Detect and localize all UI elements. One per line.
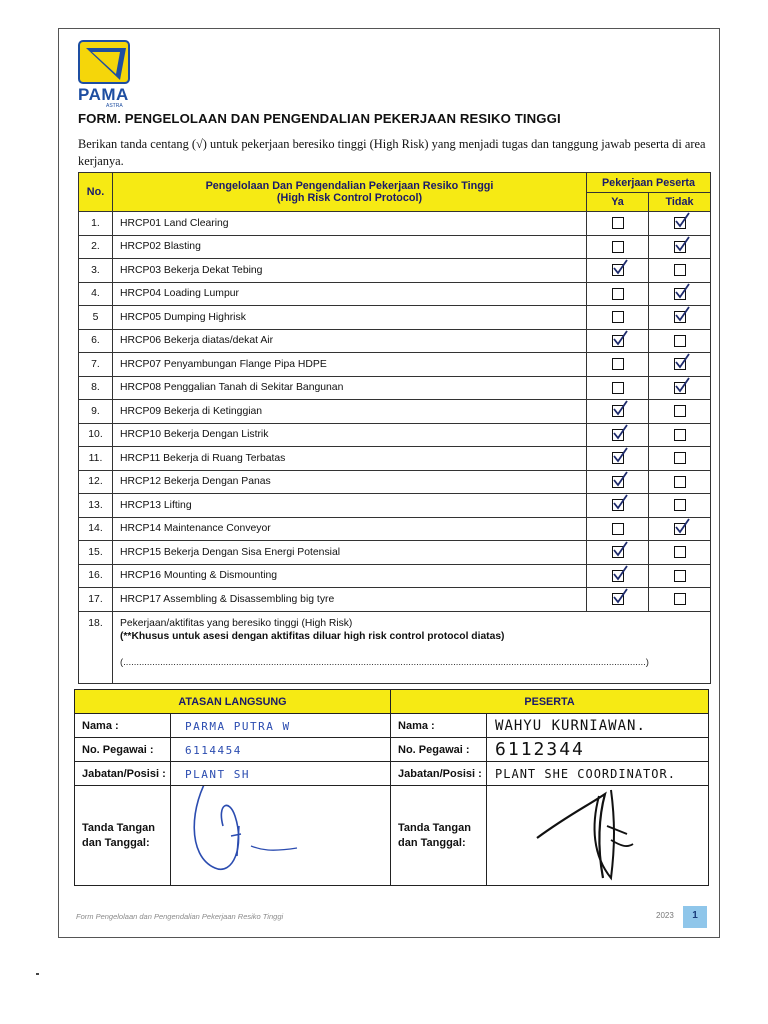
- checkbox-tidak[interactable]: [674, 335, 686, 347]
- check-mark-icon: [674, 236, 690, 252]
- row-number: 13.: [79, 494, 113, 518]
- participant-jabatan-value: PLANT SHE COORDINATOR.: [495, 767, 676, 781]
- row-activity: HRCP14 Maintenance Conveyor: [113, 517, 587, 541]
- row-number: 8.: [79, 376, 113, 400]
- row-18-blank-input[interactable]: (......................................................................................................................................................................................................): [120, 656, 649, 668]
- row-number: 15.: [79, 541, 113, 565]
- supervisor-sign-label: Tanda Tangan dan Tanggal:: [75, 786, 171, 886]
- supervisor-jabatan-field[interactable]: [171, 762, 391, 786]
- logo-mark: [78, 40, 130, 84]
- check-mark-icon: [612, 400, 628, 416]
- supervisor-header: ATASAN LANGSUNG: [75, 690, 391, 714]
- row-number: 17.: [79, 588, 113, 612]
- table-row: [79, 494, 711, 518]
- check-mark-icon: [674, 306, 690, 322]
- table-row: [79, 212, 711, 236]
- checkbox-tidak[interactable]: [674, 264, 686, 276]
- participant-pegawai-label: No. Pegawai :: [391, 738, 487, 762]
- checkbox-ya[interactable]: [612, 523, 624, 535]
- check-mark-icon: [612, 259, 628, 275]
- participant-pegawai-value: 6112344: [495, 739, 585, 760]
- page-number-badge: 1: [683, 906, 707, 928]
- row-number: 3.: [79, 259, 113, 283]
- checkbox-ya[interactable]: [612, 593, 624, 605]
- supervisor-name-label: Nama :: [75, 714, 171, 738]
- checkbox-tidak[interactable]: [674, 593, 686, 605]
- checkbox-ya[interactable]: [612, 382, 624, 394]
- checkbox-tidak[interactable]: [674, 217, 686, 229]
- check-mark-icon: [674, 283, 690, 299]
- check-mark-icon: [612, 588, 628, 604]
- supervisor-name-value: PARMA PUTRA W: [185, 720, 291, 733]
- supervisor-pegawai-field[interactable]: [171, 738, 391, 762]
- participant-sign-label: Tanda Tangan dan Tanggal:: [391, 786, 487, 886]
- row-number: 12.: [79, 470, 113, 494]
- row-activity: HRCP02 Blasting: [113, 235, 587, 259]
- row-activity: HRCP03 Bekerja Dekat Tebing: [113, 259, 587, 283]
- check-mark-icon: [612, 565, 628, 581]
- check-mark-icon: [612, 471, 628, 487]
- pama-logo: [78, 40, 136, 109]
- table-row: [79, 235, 711, 259]
- participant-name-label: Nama :: [391, 714, 487, 738]
- row-number: 11.: [79, 447, 113, 471]
- table-row: [79, 447, 711, 471]
- header-activity-line2: (High Risk Control Protocol): [276, 192, 423, 204]
- checkbox-tidak[interactable]: [674, 546, 686, 558]
- participant-jabatan-field[interactable]: [487, 762, 709, 786]
- table-row: [79, 470, 711, 494]
- checkbox-tidak[interactable]: [674, 476, 686, 488]
- checkbox-ya[interactable]: [612, 288, 624, 300]
- participant-header: PESERTA: [391, 690, 709, 714]
- check-mark-icon: [612, 541, 628, 557]
- check-mark-icon: [612, 494, 628, 510]
- table-row: [79, 564, 711, 588]
- table-row: [79, 517, 711, 541]
- supervisor-jabatan-label: Jabatan/Posisi :: [75, 762, 171, 786]
- participant-signature-field[interactable]: [487, 786, 709, 886]
- row-number: 5: [79, 306, 113, 330]
- table-row: [79, 282, 711, 306]
- table-row: [79, 259, 711, 283]
- supervisor-pegawai-label: No. Pegawai :: [75, 738, 171, 762]
- header-ya: Ya: [587, 193, 649, 212]
- participant-signature-image: [487, 786, 697, 882]
- row-activity: HRCP17 Assembling & Disassembling big tyre: [113, 588, 587, 612]
- row-number: 1.: [79, 212, 113, 236]
- header-group: Pekerjaan Peserta: [587, 173, 711, 193]
- participant-name-value: WAHYU KURNIAWAN.: [495, 717, 646, 734]
- footer-form-name: Form Pengelolaan dan Pengendalian Pekerjaan Resiko Tinggi: [76, 912, 284, 921]
- row-activity: HRCP13 Lifting: [113, 494, 587, 518]
- check-mark-icon: [674, 377, 690, 393]
- check-mark-icon: [612, 447, 628, 463]
- supervisor-signature-image: [171, 786, 371, 882]
- table-row: [79, 306, 711, 330]
- table-row: [79, 423, 711, 447]
- row-number: 10.: [79, 423, 113, 447]
- row-activity: HRCP15 Bekerja Dengan Sisa Energi Potensial: [113, 541, 587, 565]
- row-18-no: 18.: [79, 611, 113, 683]
- stray-mark: [36, 973, 39, 975]
- checkbox-ya[interactable]: [612, 264, 624, 276]
- row-number: 4.: [79, 282, 113, 306]
- checkbox-tidak[interactable]: [674, 358, 686, 370]
- checkbox-ya[interactable]: [612, 241, 624, 253]
- row-number: 6.: [79, 329, 113, 353]
- logo-word: PAMA: [78, 85, 129, 104]
- footer-year: 2023: [656, 911, 674, 920]
- check-mark-icon: [612, 330, 628, 346]
- header-no: No.: [79, 173, 113, 212]
- row-number: 14.: [79, 517, 113, 541]
- checkbox-ya[interactable]: [612, 429, 624, 441]
- table-row: [79, 588, 711, 612]
- row-activity: HRCP10 Bekerja Dengan Listrik: [113, 423, 587, 447]
- table-row: [79, 329, 711, 353]
- row-activity: HRCP08 Penggalian Tanah di Sekitar Bangunan: [113, 376, 587, 400]
- row-activity: HRCP12 Bekerja Dengan Panas: [113, 470, 587, 494]
- participant-jabatan-label: Jabatan/Posisi :: [391, 762, 487, 786]
- table-row: [79, 376, 711, 400]
- checkbox-tidak[interactable]: [674, 499, 686, 511]
- row-number: 9.: [79, 400, 113, 424]
- table-row: [79, 541, 711, 565]
- row-activity: HRCP16 Mounting & Dismounting: [113, 564, 587, 588]
- checkbox-ya[interactable]: [612, 358, 624, 370]
- participant-name-field[interactable]: [487, 714, 709, 738]
- checkbox-tidak[interactable]: [674, 429, 686, 441]
- form-instruction: Berikan tanda centang (√) untuk pekerjaan beresiko tinggi (High Risk) yang menjadi tugas dan tanggung jawab peserta di area kerjanya.: [78, 137, 706, 168]
- checkbox-tidak[interactable]: [674, 523, 686, 535]
- table-row: [79, 353, 711, 377]
- checkbox-ya[interactable]: [612, 499, 624, 511]
- row-activity: HRCP04 Loading Lumpur: [113, 282, 587, 306]
- row-activity: HRCP11 Bekerja di Ruang Terbatas: [113, 447, 587, 471]
- row-activity: HRCP05 Dumping Highrisk: [113, 306, 587, 330]
- header-activity: [113, 173, 587, 212]
- checkbox-tidak[interactable]: [674, 382, 686, 394]
- logo-subtext: ASTRA: [106, 103, 123, 109]
- signature-table: [74, 689, 709, 886]
- row-activity: HRCP01 Land Clearing: [113, 212, 587, 236]
- supervisor-pegawai-value: 6114454: [185, 744, 242, 757]
- checkbox-tidak[interactable]: [674, 311, 686, 323]
- checkbox-tidak[interactable]: [674, 241, 686, 253]
- checkbox-ya[interactable]: [612, 546, 624, 558]
- participant-pegawai-field[interactable]: [487, 738, 709, 762]
- row-18-cell: [113, 611, 711, 683]
- header-tidak: Tidak: [649, 193, 711, 212]
- row-number: 2.: [79, 235, 113, 259]
- supervisor-jabatan-value: PLANT SH: [185, 768, 250, 781]
- check-mark-icon: [674, 212, 690, 228]
- checkbox-tidak[interactable]: [674, 570, 686, 582]
- checkbox-tidak[interactable]: [674, 452, 686, 464]
- row-activity: HRCP09 Bekerja di Ketinggian: [113, 400, 587, 424]
- row-activity: HRCP07 Penyambungan Flange Pipa HDPE: [113, 353, 587, 377]
- row-18-line2: (**Khusus untuk asesi dengan aktifitas diluar high risk control protocol diatas): [120, 630, 505, 642]
- checkbox-ya[interactable]: [612, 452, 624, 464]
- logo-triangle-icon: [80, 42, 130, 84]
- checkbox-ya[interactable]: [612, 335, 624, 347]
- checkbox-ya[interactable]: [612, 405, 624, 417]
- row-activity: HRCP06 Bekerja diatas/dekat Air: [113, 329, 587, 353]
- checkbox-tidak[interactable]: [674, 405, 686, 417]
- risk-table: [78, 172, 711, 684]
- check-mark-icon: [674, 518, 690, 534]
- form-title: FORM. PENGELOLAAN DAN PENGENDALIAN PEKERJAAN RESIKO TINGGI: [78, 111, 561, 126]
- row-number: 7.: [79, 353, 113, 377]
- table-row: [79, 400, 711, 424]
- checkbox-ya[interactable]: [612, 311, 624, 323]
- checkbox-ya[interactable]: [612, 217, 624, 229]
- check-mark-icon: [612, 424, 628, 440]
- supervisor-signature-field[interactable]: [171, 786, 391, 886]
- row-18-line1: Pekerjaan/aktifitas yang beresiko tinggi (High Risk): [120, 617, 353, 629]
- checkbox-tidak[interactable]: [674, 288, 686, 300]
- supervisor-name-field[interactable]: [171, 714, 391, 738]
- row-number: 16.: [79, 564, 113, 588]
- check-mark-icon: [674, 353, 690, 369]
- header-activity-line1: Pengelolaan Dan Pengendalian Pekerjaan Resiko Tinggi: [205, 180, 494, 192]
- checkbox-ya[interactable]: [612, 570, 624, 582]
- checkbox-ya[interactable]: [612, 476, 624, 488]
